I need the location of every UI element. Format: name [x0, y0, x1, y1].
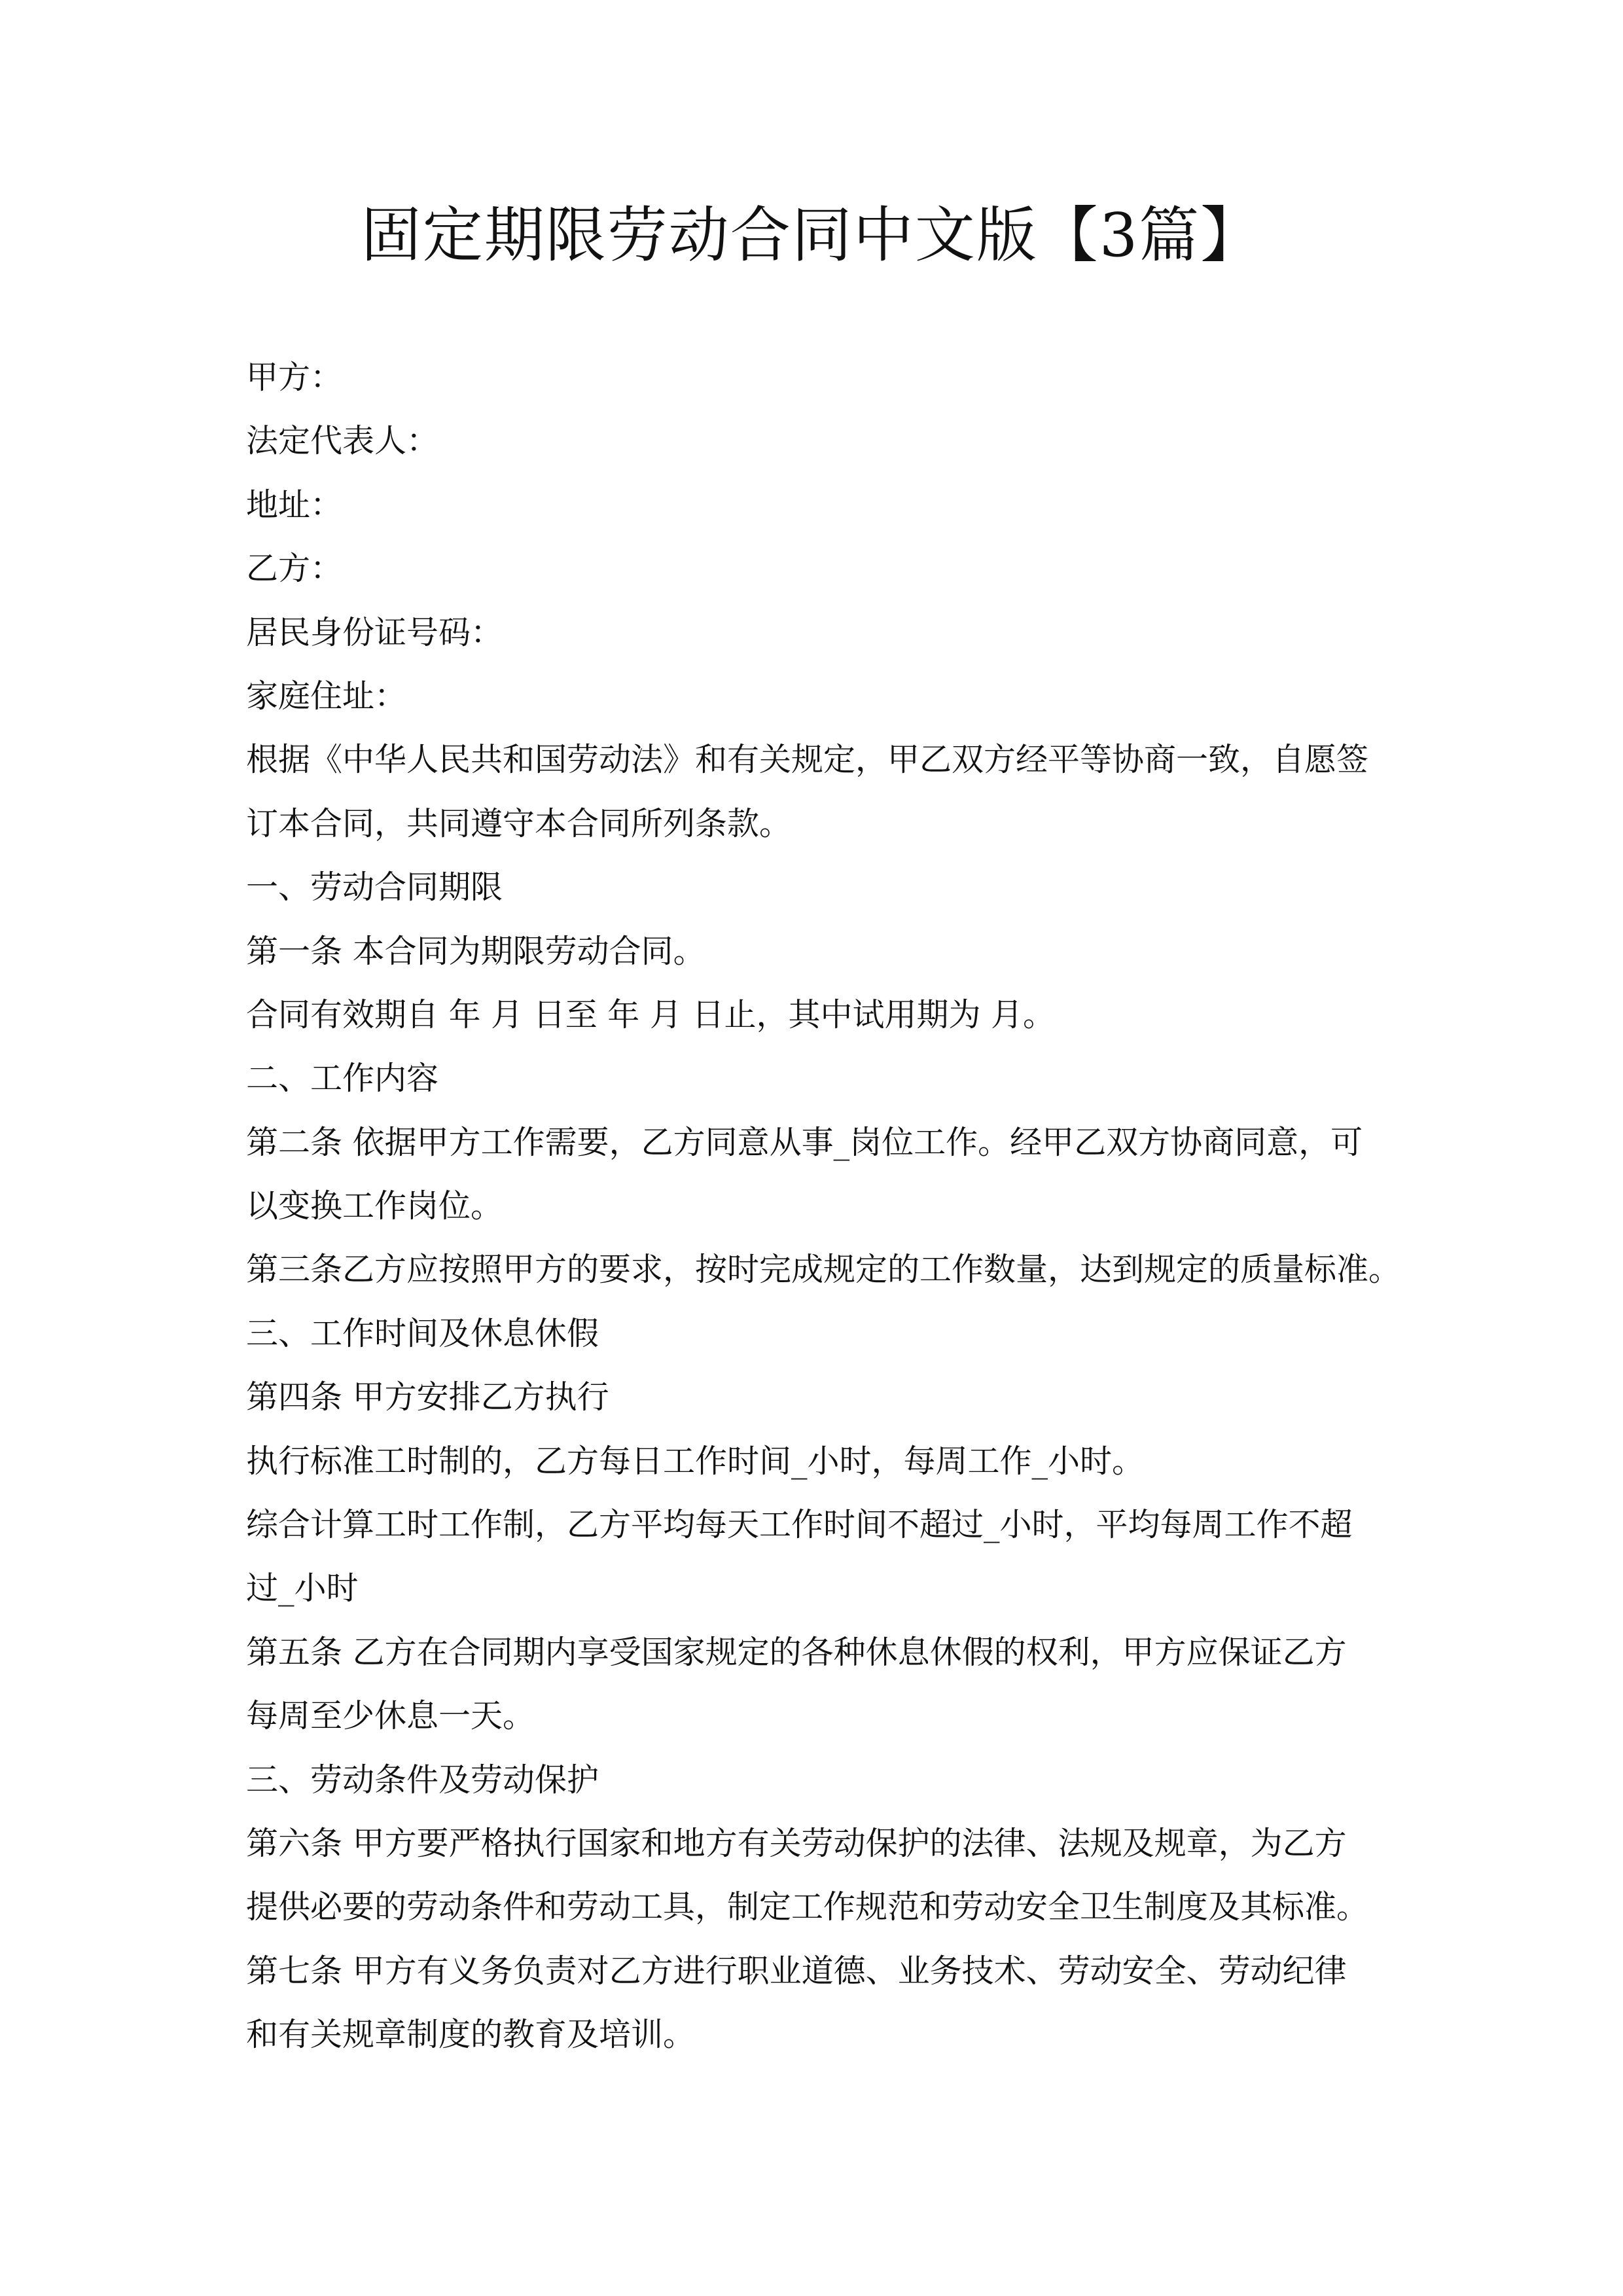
article-line: 过_小时 — [246, 1570, 359, 1607]
article-line: 第三条乙方应按照甲方的要求，按时完成规定的工作数量，达到规定的质量标准。 — [246, 1251, 1401, 1289]
field-home-address: 家庭住址： — [246, 677, 407, 715]
field-id-number: 居民身份证号码： — [246, 613, 503, 651]
field-party-a: 甲方： — [246, 359, 343, 396]
section-heading: 二、工作内容 — [246, 1060, 439, 1098]
article-line: 每周至少休息一天。 — [246, 1697, 535, 1735]
article-line: 第四条 甲方安排乙方执行 — [246, 1378, 609, 1416]
article-line: 综合计算工时工作制，乙方平均每天工作时间不超过_小时，平均每周工作不超 — [246, 1506, 1353, 1544]
article-line: 第一条 本合同为期限劳动合同。 — [246, 932, 705, 970]
section-heading: 三、劳动条件及劳动保护 — [246, 1761, 599, 1799]
field-party-b: 乙方： — [246, 550, 343, 588]
article-line: 和有关规章制度的教育及培训。 — [246, 2016, 696, 2054]
article-line: 提供必要的劳动条件和劳动工具，制定工作规范和劳动安全卫生制度及其标准。 — [246, 1888, 1369, 1926]
article-line: 第七条 甲方有义务负责对乙方进行职业道德、业务技术、劳动安全、劳动纪律 — [246, 1952, 1347, 1990]
preamble-line: 根据《中华人民共和国劳动法》和有关规定，甲乙双方经平等协商一致，自愿签 — [246, 741, 1369, 779]
article-line: 第六条 甲方要严格执行国家和地方有关劳动保护的法律、法规及规章，为乙方 — [246, 1824, 1347, 1862]
article-line: 执行标准工时制的，乙方每日工作时间_小时，每周工作_小时。 — [246, 1442, 1145, 1480]
article-line: 第五条 乙方在合同期内享受国家规定的各种休息休假的权利，甲方应保证乙方 — [246, 1633, 1347, 1671]
preamble-line: 订本合同，共同遵守本合同所列条款。 — [246, 804, 792, 842]
field-address: 地址： — [246, 486, 343, 524]
document-title: 固定期限劳动合同中文版【3篇】 — [361, 200, 1262, 270]
section-heading: 三、工作时间及休息休假 — [246, 1314, 599, 1352]
section-heading: 一、劳动合同期限 — [246, 869, 503, 906]
document-body — [246, 346, 1401, 2067]
article-line: 合同有效期自 年 月 日至 年 月 日止，其中试用期为 月。 — [246, 996, 1056, 1033]
article-line: 第二条 依据甲方工作需要，乙方同意从事_岗位工作。经甲乙双方协商同意，可 — [246, 1123, 1363, 1161]
article-line: 以变换工作岗位。 — [246, 1187, 503, 1225]
field-legal-representative: 法定代表人： — [246, 422, 439, 460]
